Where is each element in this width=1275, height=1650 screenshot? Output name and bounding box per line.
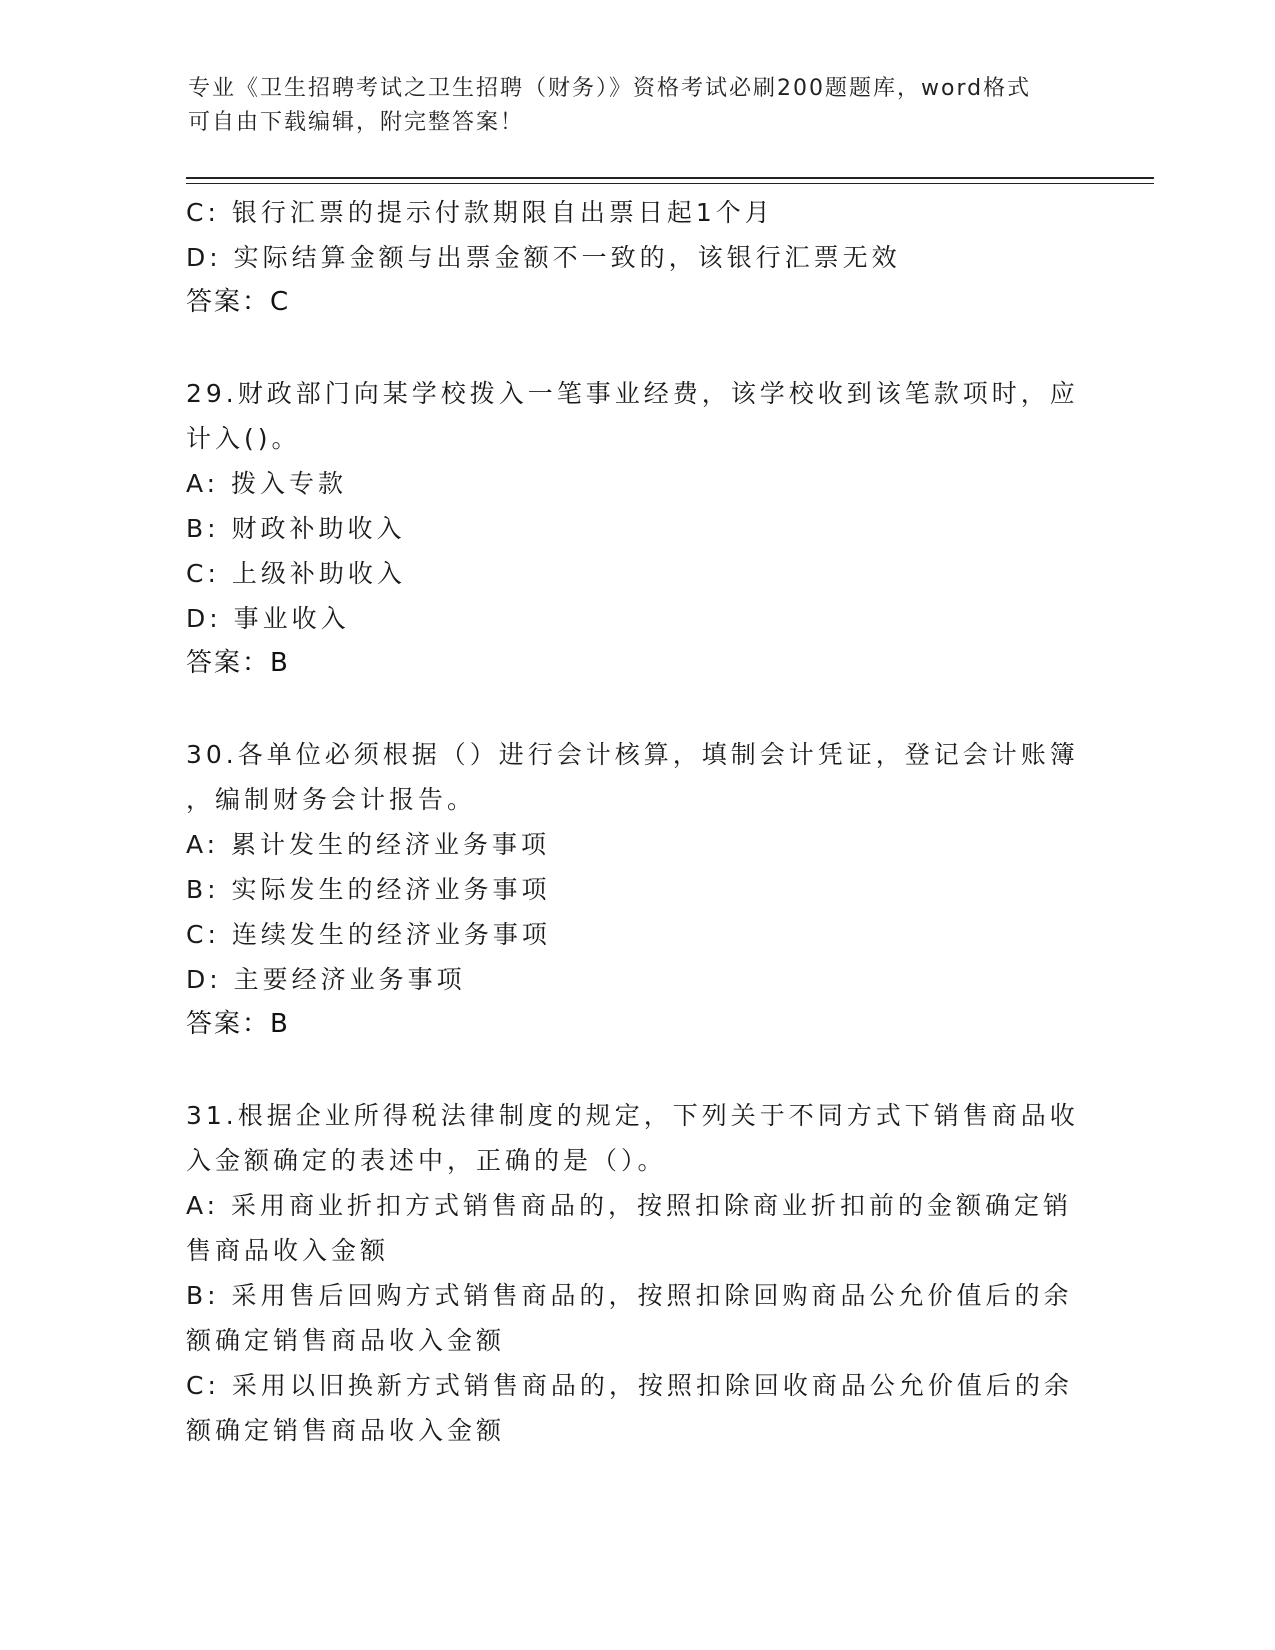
option-c: C: 采用以旧换新方式销售商品的，按照扣除回收商品公允价值后的余	[186, 1371, 1073, 1400]
question-stem: 31.根据企业所得税法律制度的规定，下列关于不同方式下销售商品收	[186, 1101, 1079, 1130]
document-header	[188, 72, 1068, 140]
answer: 答案：B	[186, 1009, 290, 1039]
question-30	[186, 732, 1086, 1047]
document-content	[186, 190, 1086, 1453]
option-d: D: 主要经济业务事项	[186, 965, 466, 994]
option-c-continued: 额确定销售商品收入金额	[186, 1416, 506, 1445]
option-b: B: 财政补助收入	[186, 514, 406, 543]
question-stem: 30.各单位必须根据（）进行会计核算，填制会计凭证，登记会计账簿	[186, 740, 1079, 769]
option-b: B: 采用售后回购方式销售商品的，按照扣除回购商品公允价值后的余	[186, 1281, 1073, 1310]
option-a: A: 累计发生的经济业务事项	[186, 830, 551, 859]
header-rule-thin	[186, 183, 1154, 184]
option-a-continued: 售商品收入金额	[186, 1236, 390, 1265]
question-stem: 计入()。	[186, 424, 301, 453]
answer: 答案：C	[186, 287, 291, 317]
option-a: A: 采用商业折扣方式销售商品的，按照扣除商业折扣前的金额确定销	[186, 1191, 1073, 1220]
answer: 答案：B	[186, 648, 290, 678]
option-c: C: 银行汇票的提示付款期限自出票日起1个月	[186, 198, 774, 227]
question-stem: 29.财政部门向某学校拨入一笔事业经费，该学校收到该笔款项时，应	[186, 379, 1079, 408]
option-c: C: 连续发生的经济业务事项	[186, 920, 551, 949]
question-29	[186, 371, 1086, 686]
option-d: D: 实际结算金额与出票金额不一致的，该银行汇票无效	[186, 243, 901, 272]
question-stem: ，编制财务会计报告。	[186, 785, 477, 814]
question-stem: 入金额确定的表述中，正确的是（）。	[186, 1146, 667, 1175]
question-31	[186, 1093, 1086, 1453]
option-d: D: 事业收入	[186, 604, 350, 633]
option-b: B: 实际发生的经济业务事项	[186, 875, 551, 904]
header-rule-thick	[186, 177, 1154, 179]
option-b-continued: 额确定销售商品收入金额	[186, 1326, 506, 1355]
header-line-1: 专业《卫生招聘考试之卫生招聘（财务）》资格考试必刷200题题库，word格式	[188, 76, 1032, 101]
option-c: C: 上级补助收入	[186, 559, 406, 588]
option-a: A: 拨入专款	[186, 469, 348, 498]
header-line-2: 可自由下载编辑，附完整答案！	[188, 110, 525, 135]
